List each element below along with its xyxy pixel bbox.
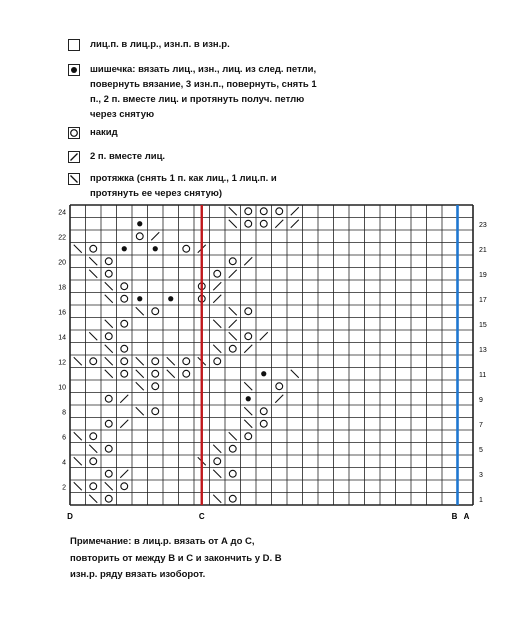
row-number-left: 10 <box>58 384 66 392</box>
ssk-mark <box>213 345 221 353</box>
ssk-mark <box>229 220 237 228</box>
row-number-left: 22 <box>58 234 66 242</box>
yarn-over-mark <box>136 233 143 240</box>
ssk-mark <box>229 432 237 440</box>
yarn-over-mark <box>183 370 190 377</box>
k2tog-mark <box>120 395 128 403</box>
ssk-mark <box>105 295 113 303</box>
legend-label: шишечка: вязать лиц., изн., лиц. из след. петли, повернуть вязание, 3 изн.п., повернуть, снять 1 п., 2 п. вместе лиц. и протянуть получ. петлю через снятую <box>90 64 317 120</box>
yarn-over-mark <box>105 333 112 340</box>
bobble-mark <box>246 396 251 401</box>
row-number-left: 18 <box>58 284 66 292</box>
k2tog-mark <box>291 220 299 228</box>
row-number-right: 15 <box>479 321 487 329</box>
yarn-over-mark <box>152 308 159 315</box>
yarn-over-mark <box>214 458 221 465</box>
row-number-left: 8 <box>62 409 66 417</box>
row-number-right: 21 <box>479 246 487 254</box>
chart-note: Примечание: в лиц.р. вязать от А до С, повторить от между В и С и закончить у D. В изн.р. ряду вязать изоборот. <box>70 536 282 580</box>
yarn-over-mark <box>229 470 236 477</box>
ssk-mark <box>229 307 237 315</box>
k2tog-mark <box>275 395 283 403</box>
yarn-over-mark <box>90 245 97 252</box>
legend-label: лиц.п. в лиц.р., изн.п. в изн.р. <box>90 39 230 50</box>
row-number-left: 6 <box>62 434 66 442</box>
row-number-left: 2 <box>62 484 66 492</box>
bobble-mark <box>137 221 142 226</box>
row-number-left: 14 <box>58 334 66 342</box>
ssk-mark <box>213 495 221 503</box>
yarn-over-mark <box>152 370 159 377</box>
k2tog-mark <box>213 282 221 290</box>
yarn-over-mark <box>121 358 128 365</box>
ssk-mark <box>74 245 82 253</box>
row-number-left: 16 <box>58 309 66 317</box>
row-number-right: 7 <box>479 421 483 429</box>
yarn-over-mark <box>90 483 97 490</box>
yarn-over-mark <box>229 258 236 265</box>
row-number-left: 24 <box>58 209 66 217</box>
yarn-over-mark <box>183 358 190 365</box>
bobble-mark <box>137 296 142 301</box>
ssk-mark <box>105 282 113 290</box>
row-number-left: 4 <box>62 459 66 467</box>
row-number-right: 19 <box>479 271 487 279</box>
ssk-mark <box>136 407 144 415</box>
bobble-mark <box>122 246 127 251</box>
ssk-mark <box>229 207 237 215</box>
ssk-mark <box>89 257 97 265</box>
yarn-over-mark <box>121 370 128 377</box>
yarn-over-mark <box>214 358 221 365</box>
yarn-over-mark <box>152 383 159 390</box>
bottom-label: C <box>198 512 205 521</box>
yarn-over-mark <box>245 433 252 440</box>
ssk-mark <box>74 432 82 440</box>
yarn-over-mark <box>260 208 267 215</box>
yarn-over-mark <box>245 333 252 340</box>
ssk-mark <box>229 332 237 340</box>
yarn-over-mark <box>260 420 267 427</box>
bobble-mark <box>261 371 266 376</box>
ssk-mark <box>244 420 252 428</box>
ssk-mark <box>89 270 97 278</box>
yarn-over-mark <box>260 408 267 415</box>
bottom-label: A <box>463 512 470 521</box>
k2tog-mark <box>213 295 221 303</box>
legend-label: накид <box>90 127 118 138</box>
ssk-mark <box>167 370 175 378</box>
ssk-mark <box>89 495 97 503</box>
row-number-right: 1 <box>479 496 483 504</box>
ssk-mark <box>244 382 252 390</box>
yarn-over-mark <box>229 445 236 452</box>
k2tog-mark <box>120 420 128 428</box>
yarn-over-mark <box>105 495 112 502</box>
k2tog-mark <box>151 232 159 240</box>
yarn-over-mark <box>276 383 283 390</box>
yarn-over-mark <box>152 358 159 365</box>
ssk-mark <box>105 320 113 328</box>
row-number-right: 5 <box>479 446 483 454</box>
yarn-over-mark <box>121 345 128 352</box>
yarn-over-mark <box>245 308 252 315</box>
yarn-over-mark <box>90 358 97 365</box>
yarn-over-mark <box>245 220 252 227</box>
ssk-mark <box>136 382 144 390</box>
row-number-right: 11 <box>479 371 487 379</box>
row-number-right: 9 <box>479 396 483 404</box>
row-number-left: 12 <box>58 359 66 367</box>
ssk-mark <box>89 332 97 340</box>
bobble-mark <box>153 246 158 251</box>
yarn-over-mark <box>121 295 128 302</box>
bottom-label: D <box>67 512 73 521</box>
row-number-right: 13 <box>479 346 487 354</box>
yarn-over-mark <box>121 320 128 327</box>
ssk-mark <box>136 370 144 378</box>
ssk-mark <box>74 457 82 465</box>
ssk-mark <box>89 445 97 453</box>
k2tog-mark <box>275 220 283 228</box>
k2tog-mark <box>120 470 128 478</box>
yarn-over-mark <box>260 220 267 227</box>
k2tog-mark <box>260 332 268 340</box>
yarn-over-mark <box>105 445 112 452</box>
yarn-over-mark <box>105 420 112 427</box>
ssk-mark <box>213 320 221 328</box>
yarn-over-mark <box>121 483 128 490</box>
yarn-over-mark <box>105 470 112 477</box>
ssk-mark <box>105 370 113 378</box>
ssk-mark <box>105 482 113 490</box>
k2tog-mark <box>244 257 252 265</box>
k2tog-mark <box>229 270 237 278</box>
bottom-label: B <box>451 512 458 521</box>
ssk-mark <box>74 357 82 365</box>
ssk-mark <box>105 357 113 365</box>
yarn-over-mark <box>229 495 236 502</box>
yarn-over-mark <box>229 345 236 352</box>
ssk-mark <box>244 407 252 415</box>
yarn-over-mark <box>276 208 283 215</box>
ssk-mark <box>213 445 221 453</box>
yarn-over-mark <box>90 458 97 465</box>
legend-label: 2 п. вместе лиц. <box>90 151 166 162</box>
yarn-over-mark <box>152 408 159 415</box>
row-number-left: 20 <box>58 259 66 267</box>
row-number-right: 17 <box>479 296 487 304</box>
k2tog-mark <box>291 207 299 215</box>
yarn-over-mark <box>90 433 97 440</box>
bobble-mark <box>168 296 173 301</box>
row-number-right: 23 <box>479 221 487 229</box>
yarn-over-mark <box>105 270 112 277</box>
row-number-right: 3 <box>479 471 483 479</box>
yarn-over-mark <box>121 283 128 290</box>
ssk-mark <box>291 370 299 378</box>
yarn-over-mark <box>245 208 252 215</box>
ssk-mark <box>136 357 144 365</box>
k2tog-mark <box>229 320 237 328</box>
ssk-mark <box>74 482 82 490</box>
legend-label: протяжка (снять 1 п. как лиц., 1 лиц.п. и протянуть ее через снятую) <box>90 173 277 199</box>
ssk-mark <box>136 307 144 315</box>
yarn-over-mark <box>105 258 112 265</box>
ssk-mark <box>105 345 113 353</box>
k2tog-mark <box>244 345 252 353</box>
ssk-mark <box>213 470 221 478</box>
ssk-mark <box>167 357 175 365</box>
yarn-over-mark <box>214 270 221 277</box>
yarn-over-mark <box>105 395 112 402</box>
yarn-over-mark <box>183 245 190 252</box>
